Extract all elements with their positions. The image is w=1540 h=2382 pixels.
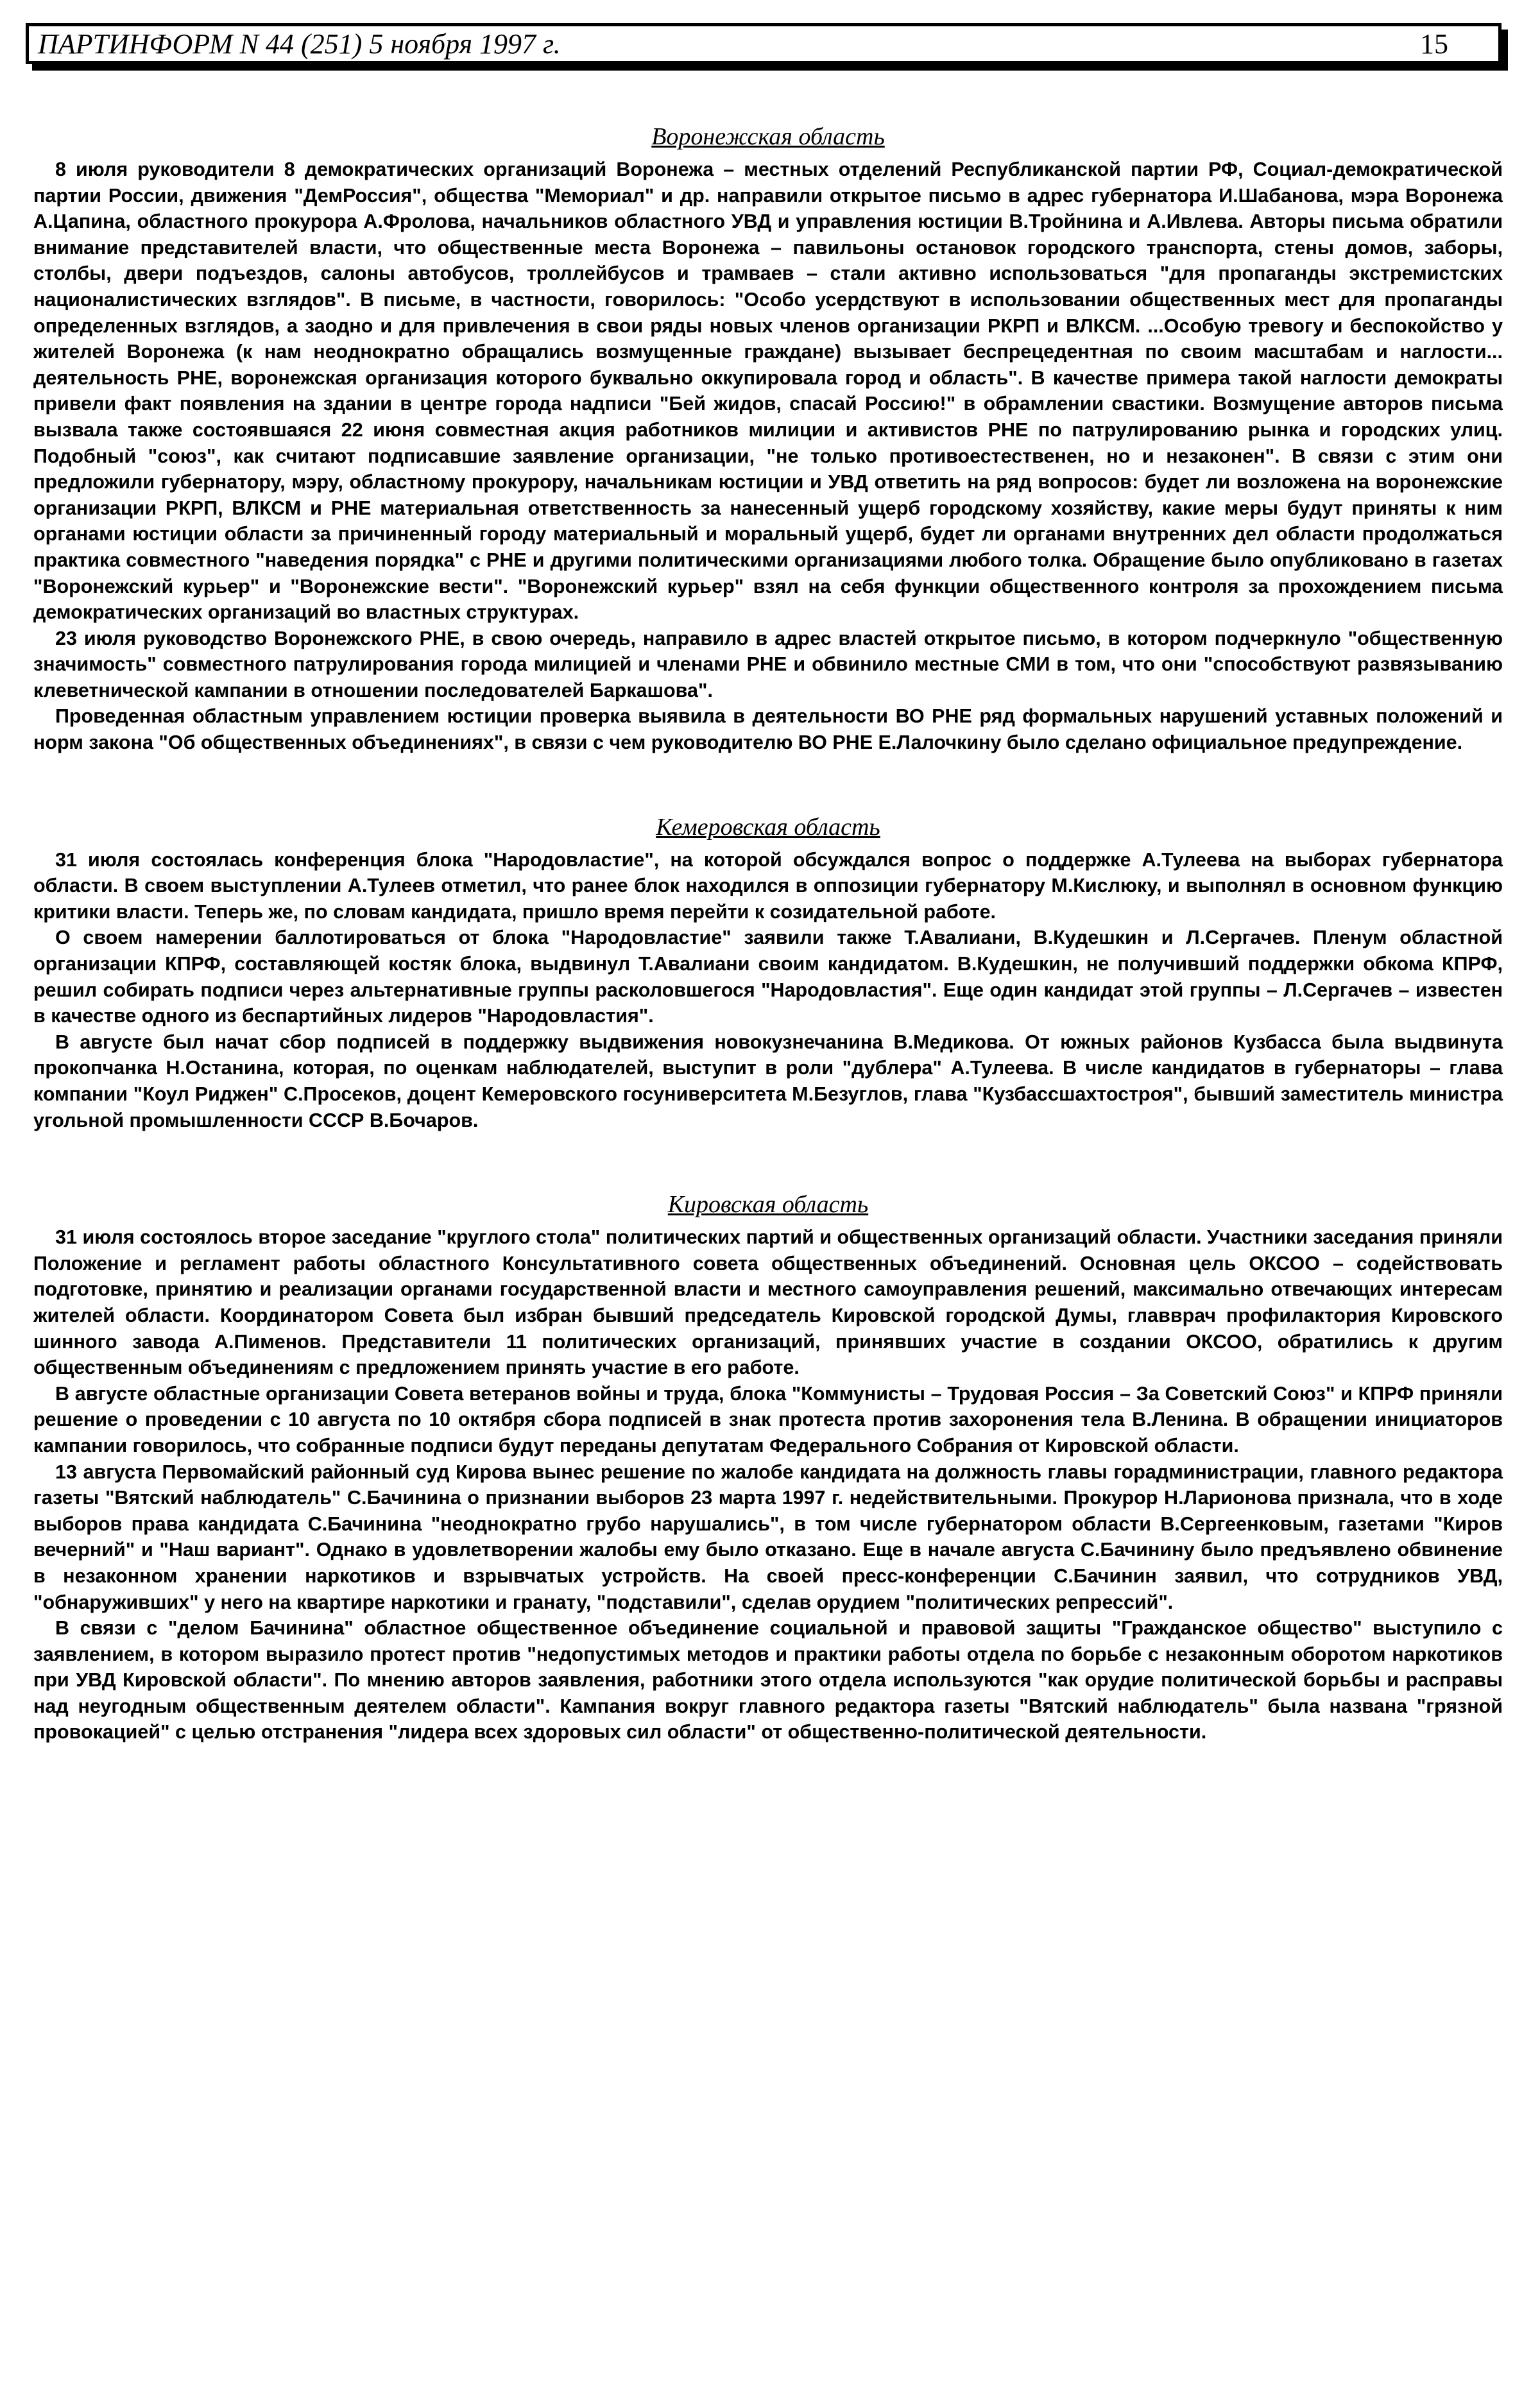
paragraph: 31 июля состоялась конференция блока "Народовластие", на которой обсуждался вопрос о поддержке А.Тулеева на выборах губернатора области. В своем выступлении А.Тулеев отметил, что ранее блок находился в оппозиции губернатору М.Кислюку, и выполнял в основном функцию критики власти. Теперь же, по словам кандидата, пришло время перейти к созидательной работе.	[33, 848, 1503, 923]
section-title: Кемеровская область	[656, 813, 880, 841]
section-title: Кировская область	[667, 1191, 869, 1219]
publication-title: ПАРТИНФОРМ N 44 (251) 5 ноября 1997 г.	[38, 28, 561, 60]
paragraph: 13 августа Первомайский районный суд Кирова вынес решение по жалобе кандидата на должность главы горадминистрации, главного редактора газеты "Вятский наблюдатель" С.Бачинина о признании выборов 23 марта 1997 г. недействительными. Прокурор Н.Ларионова признала, что в ходе выборов права кандидата С.Бачинина "неоднократно грубо нарушались", в том числе губернатором области В.Сергеенковым, газетами "Киров вечерний" и "Наш вариант". Однако в удовлетворении жалобы ему было отказано. Еще в начале августа С.Бачинину было предъявлено обвинение в незаконном хранении наркотиков и взрывчатых устройств. На своей пресс-конференции С.Бачинин заявил, что сотрудников УВД, "обнаруживших" у него на квартире наркотики и гранату, "подставили", сделав орудием "политических репрессий".	[33, 1461, 1503, 1613]
paragraph: 23 июля руководство Воронежского РНЕ, в свою очередь, направило в адрес властей открытое письмо, в котором подчеркнуло "общественную значимость" совместного патрулирования города милицией и членами РНЕ и обвинило местные СМИ в том, что они "способствуют развязыванию клеветнической кампании в отношении последователей Баркашова".	[33, 627, 1503, 701]
section-kemerovo	[33, 812, 1503, 1134]
section-voronezh	[33, 122, 1503, 756]
section-kirov	[33, 1190, 1503, 1745]
article-body	[33, 122, 1503, 1745]
paragraph: В августе областные организации Совета ветеранов войны и труда, блока "Коммунисты – Трудовая Россия – За Советский Союз" и КПРФ приняли решение о проведении с 10 августа по 10 октября сбора подписей в знак протеста против захоронения тела В.Ленина. В обращении инициаторов кампании говорилось, что собранные подписи будут переданы депутатам Федерального Собрания от Кировской области.	[33, 1382, 1503, 1457]
page-number: 15	[1420, 28, 1448, 60]
paragraph: В августе был начат сбор подписей в поддержку выдвижения новокузнечанина В.Медикова. От южных районов Кузбасса была выдвинута прокопчанка Н.Останина, которая, по оценкам наблюдателей, выступит в роли "дублера" А.Тулеева. В числе кандидатов в губернаторы – глава компании "Коул Риджен" С.Просеков, доцент Кемеровского госуниверситета М.Безуглов, глава "Кузбассшахтостроя", бывший заместитель министра угольной промышленности СССР В.Бочаров.	[33, 1031, 1503, 1131]
paragraph: В связи с "делом Бачинина" областное общественное объединение социальной и правовой защиты "Гражданское общество" выступило с заявлением, в котором выразило протест против "недопустимых методов и практики работы отдела по борьбе с незаконным оборотом наркотиков при УВД Кировской области". По мнению авторов заявления, работники этого отдела используются "как орудие политической борьбы и расправы над неугодным общественным деятелем области". Кампания вокруг главного редактора газеты "Вятский наблюдатель" была названа "грязной провокацией" с целью отстранения "лидера всех здоровых сил области" от общественно-политической деятельности.	[33, 1617, 1503, 1744]
section-title: Воронежская область	[651, 123, 885, 150]
paragraph: 31 июля состоялось второе заседание "круглого стола" политических партий и общественных организаций области. Участники заседания приняли Положение и регламент работы областного Консультативного совета общественных объединений. Основная цель ОКСОО – содействовать подготовке, принятию и реализации органами государственной власти и местного самоуправления решений, максимально отвечающих интересам жителей области. Координатором Совета был избран бывший председатель Кировской городской Думы, главврач профилактория Кировского шинного завода А.Пименов. Представители 11 политических организаций, принявших участие в создании ОКСОО, обратились к другим общественным объединениям с предложением принять участие в его работе.	[33, 1226, 1503, 1379]
paragraph: Проведенная областным управлением юстиции проверка выявила в деятельности ВО РНЕ ряд формальных нарушений уставных положений и норм закона "Об общественных объединениях", в связи с чем руководителю ВО РНЕ Е.Лалочкину было сделано официальное предупреждение.	[33, 705, 1503, 754]
page-header	[26, 23, 1502, 64]
paragraph: О своем намерении баллотироваться от блока "Народовластие" заявили также Т.Авалиани, В.Кудешкин и Л.Сергачев. Пленум областной организации КПРФ, составляющей костяк блока, выдвинул Т.Авалиани своим кандидатом. В.Кудешкин, не получивший поддержки обкома КПРФ, решил собирать подписи через альтернативные группы расколовшегося "Народовластия". Еще один кандидат этой группы – Л.Сергачев – известен в качестве одного из беспартийных лидеров "Народовластия".	[33, 927, 1503, 1027]
paragraph: 8 июля руководители 8 демократических организаций Воронежа – местных отделений Республиканской партии РФ, Социал-демократической партии России, движения "ДемРоссия", общества "Мемориал" и др. направили открытое письмо в адрес губернатора И.Шабанова, мэра Воронежа А.Цапина, областного прокурора А.Фролова, начальников областного УВД и управления юстиции В.Тройнина и А.Ивлева. Авторы письма обратили внимание представителей власти, что общественные места Воронежа – павильоны остановок городского транспорта, стены домов, заборы, столбы, двери подъездов, салоны автобусов, троллейбусов и трамваев – стали активно использоваться "для пропаганды экстремистских националистических взглядов". В письме, в частности, говорилось: "Особо усердствуют в использовании общественных мест для пропаганды определенных взглядов, а заодно и для привлечения в свои ряды новых членов организации РКРП и ВЛКСМ. ...Особую тревогу и беспокойство у жителей Воронежа (к нам неоднократно обращались возмущенные граждане) вызывает беспрецедентная по своим масштабам и наглости... деятельность РНЕ, воронежская организация которого буквально оккупировала город и область". В качестве примера такой наглости демократы привели факт появления на здании в центре города надписи "Бей жидов, спасай Россию!" в обрамлении свастики. Возмущение авторов письма вызвала также состоявшаяся 22 июня совместная акция работников милиции и активистов РНЕ по патрулированию рынка и городских улиц. Подобный "союз", как считают подписавшие заявление организации, "не только противоестественен, но и незаконен". В связи с этим они предложили губернатору, мэру, областному прокурору, начальникам юстиции и УВД ответить на ряд вопросов: будет ли возложена на воронежские организации РКРП, ВЛКСМ и РНЕ материальная ответственность за нанесенный ущерб городскому хозяйству, какие меры будут приняты к ним органами юстиции области за причиненный городу материальный и моральный ущерб, будет ли органами внутренних дел области продолжаться практика совместного "наведения порядка" с РНЕ и другими политическими организациями любого толка. Обращение было опубликовано в газетах "Воронежский курьер" и "Воронежские вести". "Воронежский курьер" взял на себя функции общественного контроля за прохождением письма демократических организаций во властных структурах.	[33, 159, 1503, 624]
